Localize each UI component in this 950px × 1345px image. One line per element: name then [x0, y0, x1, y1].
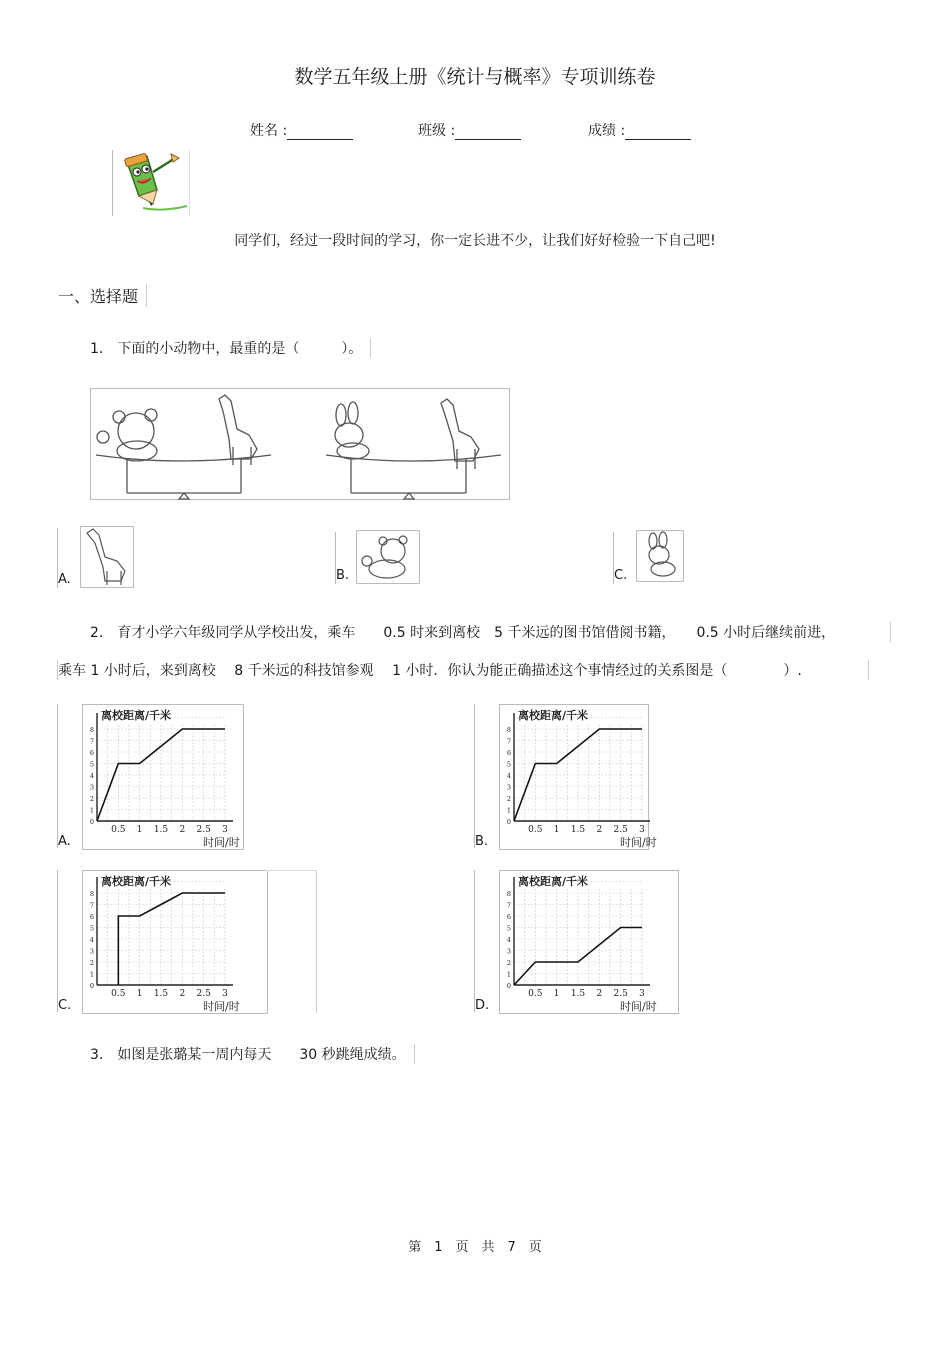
- q2-chart-d: [499, 870, 679, 1014]
- chart-d-y-tick: 5: [506, 924, 511, 933]
- q2-chart-c-spacer: [266, 870, 317, 1013]
- q2-option-d-label: D.: [475, 998, 490, 1013]
- chart-c-y-tick: 3: [89, 947, 94, 956]
- q2-option-c[interactable]: [57, 870, 71, 1012]
- name-field: [250, 120, 353, 140]
- chart-b-y-tick: 8: [506, 726, 511, 734]
- q1-option-b-label: B.: [336, 568, 350, 583]
- chart-c-x-tick: 2.5: [196, 989, 211, 999]
- chart-b-y-tick: 2: [506, 795, 511, 803]
- section-choice-title: 一、选择题: [58, 284, 147, 307]
- chart-d-y-tick: 0: [506, 982, 511, 990]
- chart-a-x-tick: 2: [179, 825, 186, 835]
- name-label: 姓名 :: [250, 123, 288, 139]
- chart-a-y-tick: 1: [89, 806, 94, 815]
- balance-scale-image: [90, 388, 510, 500]
- chart-a-y-tick: 5: [89, 760, 94, 769]
- question-2-line-2: 乘车 1 小时后，来到离校 8 千米远的科技馆参观 1 小时．你认为能正确描述这个事情经过的关系图是（ ）.: [57, 660, 869, 680]
- chart-b-x-tick: 2.5: [613, 825, 628, 835]
- giraffe-icon: [81, 527, 133, 587]
- q1-option-a-giraffe-image: [80, 526, 134, 588]
- chart-a-y-tick: 4: [89, 772, 94, 780]
- chart-c-x-tick: 2: [179, 989, 186, 999]
- chart-b-y-tick: 3: [506, 783, 511, 792]
- chart-d-y-tick: 1: [506, 970, 511, 979]
- q2-option-c-label: C.: [58, 998, 72, 1013]
- chart-d-x-tick: 0.5: [528, 989, 543, 999]
- chart-c-y-tick: 6: [89, 913, 94, 921]
- greeting-text: 同学们，经过一段时间的学习，你一定长进不少，让我们好好检验一下自己吧!: [234, 233, 716, 249]
- chart-b-y-tick: 0: [506, 818, 511, 826]
- chart-d-x-tick: 2: [596, 989, 603, 999]
- question-3: [90, 1044, 415, 1064]
- q1-option-c[interactable]: [613, 532, 627, 584]
- chart-d-y-tick: 6: [506, 913, 511, 921]
- chart-d-y-label: 离校距离/千米: [518, 875, 589, 888]
- chart-a-x-tick: 0.5: [111, 825, 126, 835]
- chart-b-y-tick: 4: [506, 772, 511, 780]
- question-1-number: 1．: [90, 341, 113, 357]
- chart-b-y-tick: 7: [506, 737, 511, 746]
- q2-option-b[interactable]: [474, 704, 488, 848]
- q2-option-a-label: A.: [58, 834, 71, 849]
- question-3-number: 3．: [90, 1047, 113, 1063]
- question-2-line-1: [90, 622, 891, 642]
- chart-a-y-tick: 8: [89, 726, 94, 734]
- chart-c-x-label: 时间/时: [203, 1000, 240, 1013]
- chart-c-y-tick: 8: [89, 890, 94, 898]
- chart-c-y-tick: 7: [89, 901, 94, 910]
- chart-b-x-tick: 1: [553, 825, 560, 835]
- chart-d-x-tick: 2.5: [613, 989, 628, 999]
- question-2-number: 2．: [90, 625, 113, 641]
- question-3-text: 如图是张璐某一周内每天 30 秒跳绳成绩。: [117, 1047, 406, 1063]
- chart-a-y-tick: 7: [89, 737, 94, 746]
- chart-a-x-tick: 3: [222, 825, 228, 835]
- class-blank[interactable]: [455, 125, 521, 140]
- chart-a-x-tick: 2.5: [196, 825, 211, 835]
- chart-c-y-tick: 1: [89, 970, 94, 979]
- chart-b-x-label: 时间/时: [620, 836, 657, 849]
- chart-b-x-tick: 3: [639, 825, 645, 835]
- chart-c-x-tick: 3: [222, 989, 228, 999]
- q2-option-d[interactable]: [474, 870, 489, 1012]
- q2-chart-c: [82, 870, 268, 1014]
- rabbit-icon: [637, 531, 683, 581]
- chart-d-x-tick: 1: [553, 989, 560, 999]
- q1-option-b[interactable]: [335, 532, 349, 584]
- chart-c-y-label: 离校距离/千米: [101, 875, 172, 888]
- chart-d-x-label: 时间/时: [620, 1000, 657, 1013]
- chart-c-y-tick: 4: [89, 936, 94, 944]
- chart-d-y-tick: 3: [506, 947, 511, 956]
- bear-icon: [357, 531, 419, 583]
- score-field: [588, 120, 691, 140]
- chart-c-x-tick: 1.5: [153, 989, 169, 999]
- chart-c-y-tick: 0: [89, 982, 94, 990]
- page-footer: 第 1 页 共 7 页: [408, 1240, 542, 1255]
- q2-option-b-label: B.: [475, 834, 489, 849]
- class-label: 班级 :: [418, 123, 456, 139]
- chart-a-x-label: 时间/时: [203, 836, 240, 849]
- name-blank[interactable]: [287, 125, 353, 140]
- chart-d-x-tick: 1.5: [570, 989, 586, 999]
- chart-b-y-label: 离校距离/千米: [518, 709, 589, 722]
- chart-c-y-tick: 5: [89, 924, 94, 933]
- chart-a-y-tick: 2: [89, 795, 94, 803]
- chart-d-x-tick: 3: [639, 989, 645, 999]
- chart-b-x-tick: 1.5: [570, 825, 586, 835]
- chart-b-x-tick: 2: [596, 825, 603, 835]
- pencil-mascot-image: [112, 150, 190, 216]
- score-label: 成绩 :: [588, 123, 626, 139]
- q2-chart-b: [499, 704, 657, 850]
- chart-b-y-tick: 1: [506, 806, 511, 815]
- chart-b-y-tick: 5: [506, 760, 511, 769]
- question-1-text: 下面的小动物中，最重的是（ ）。: [117, 341, 363, 357]
- q2-chart-a: [82, 704, 244, 850]
- pencil-mascot-icon: [113, 150, 189, 216]
- chart-a-x-tick: 1: [136, 825, 143, 835]
- q1-option-c-label: C.: [614, 568, 628, 583]
- chart-a-y-tick: 0: [89, 818, 94, 826]
- q1-option-a-label: A.: [58, 572, 71, 587]
- q1-option-c-rabbit-image: [636, 530, 684, 582]
- question-1: [90, 338, 371, 358]
- chart-a-y-label: 离校距离/千米: [101, 709, 172, 722]
- chart-c-grid: [97, 882, 225, 986]
- q2-option-a[interactable]: [57, 704, 71, 848]
- chart-d-grid: [514, 882, 642, 986]
- score-blank[interactable]: [625, 125, 691, 140]
- chart-a-y-tick: 3: [89, 783, 94, 792]
- chart-b-x-tick: 0.5: [528, 825, 543, 835]
- chart-c-x-tick: 1: [136, 989, 143, 999]
- chart-c-y-tick: 2: [89, 959, 94, 967]
- chart-d-y-tick: 7: [506, 901, 511, 910]
- balance-scale-icon: [91, 389, 509, 499]
- chart-a-x-tick: 1.5: [153, 825, 169, 835]
- chart-a-y-tick: 6: [89, 749, 94, 757]
- chart-c-x-tick: 0.5: [111, 989, 126, 999]
- chart-d-y-tick: 8: [506, 890, 511, 898]
- class-field: [418, 120, 521, 140]
- q1-option-b-bear-image: [356, 530, 420, 584]
- chart-d-y-tick: 2: [506, 959, 511, 967]
- question-2-text-1: 育才小学六年级同学从学校出发，乘车 0.5 时来到离校 5 千米远的图书馆借阅书籍， 0.5 小时后继续前进，: [117, 625, 836, 641]
- q1-option-a[interactable]: [57, 528, 71, 588]
- chart-b-y-tick: 6: [506, 749, 511, 757]
- chart-d-y-tick: 4: [506, 936, 511, 944]
- page-title: 数学五年级上册《统计与概率》专项训练卷: [294, 66, 656, 88]
